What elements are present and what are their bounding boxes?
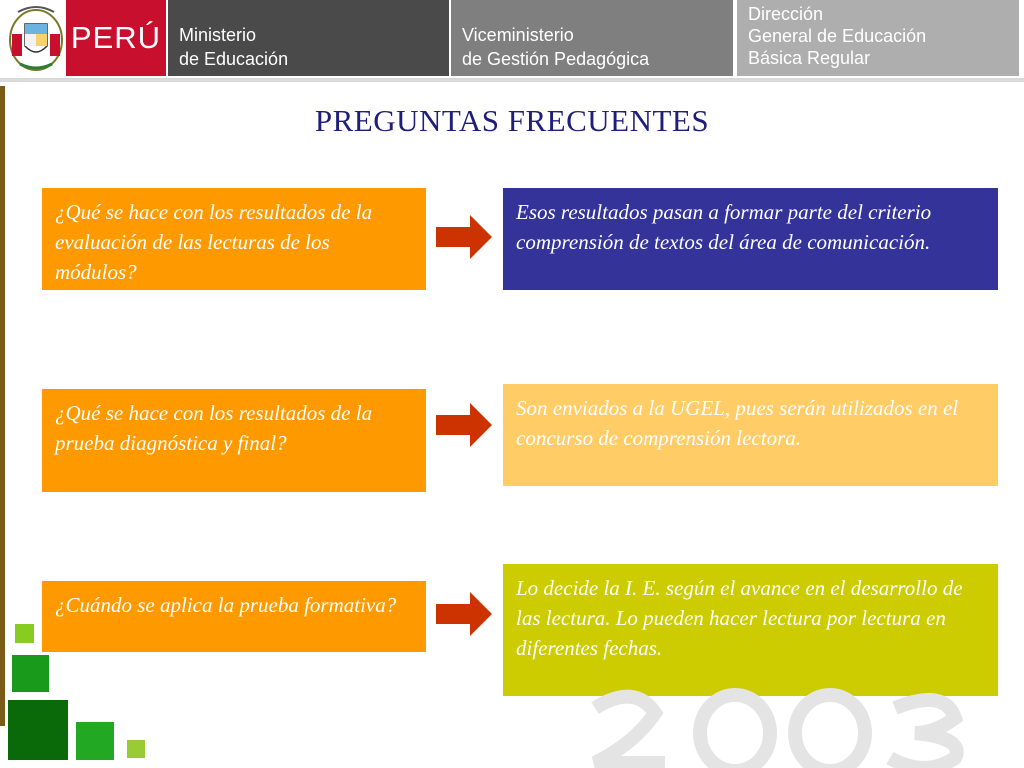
- decor-square: [76, 722, 114, 760]
- direction-line-1: Dirección: [748, 4, 824, 24]
- page-title: PREGUNTAS FRECUENTES: [314, 103, 710, 138]
- coat-of-arms-icon: [8, 4, 64, 74]
- vice-ministry-label: [451, 0, 733, 76]
- faq-question-1: ¿Qué se hace con los resultados de la evaluación de las lecturas de los módulos?: [42, 188, 426, 290]
- decor-square: [127, 740, 145, 758]
- left-rule: [0, 86, 5, 726]
- ministry-line-1: Ministerio: [179, 25, 257, 45]
- faq-question-3: ¿Cuándo se aplica la prueba formativa?: [42, 581, 426, 652]
- country-label: PERÚ: [70, 20, 162, 55]
- direction-line-3: Básica Regular: [748, 48, 871, 68]
- vice-ministry-line-2: de Gestión Pedagógica: [462, 49, 650, 69]
- vice-ministry-line-1: Viceministerio: [462, 25, 574, 45]
- faq-answer-3: Lo decide la I. E. según el avance en el desarrollo de las lectura. Lo pueden hacer lectura por lectura en diferentes fechas.: [503, 564, 998, 696]
- direction-line-2: General de Educación: [748, 26, 927, 46]
- decor-square: [12, 655, 49, 692]
- right-arrow-icon: [434, 400, 494, 450]
- banner-divider: [0, 78, 1024, 82]
- faq-answer-2: Son enviados a la UGEL, pues serán utilizados en el concurso de comprensión lectora.: [503, 384, 998, 486]
- decor-square: [15, 624, 34, 643]
- faq-question-2: ¿Qué se hace con los resultados de la prueba diagnóstica y final?: [42, 389, 426, 492]
- ministry-line-2: de Educación: [179, 49, 289, 69]
- watermark-graphic: [575, 688, 995, 768]
- peru-logo: [66, 0, 166, 76]
- right-arrow-icon: [434, 589, 494, 639]
- ministry-label: [168, 0, 449, 76]
- direction-label: [737, 0, 1019, 76]
- header-banner: [0, 0, 1024, 80]
- right-arrow-icon: [434, 212, 494, 262]
- decor-square: [8, 700, 68, 760]
- faq-answer-1: Esos resultados pasan a formar parte del criterio comprensión de textos del área de comunicación.: [503, 188, 998, 290]
